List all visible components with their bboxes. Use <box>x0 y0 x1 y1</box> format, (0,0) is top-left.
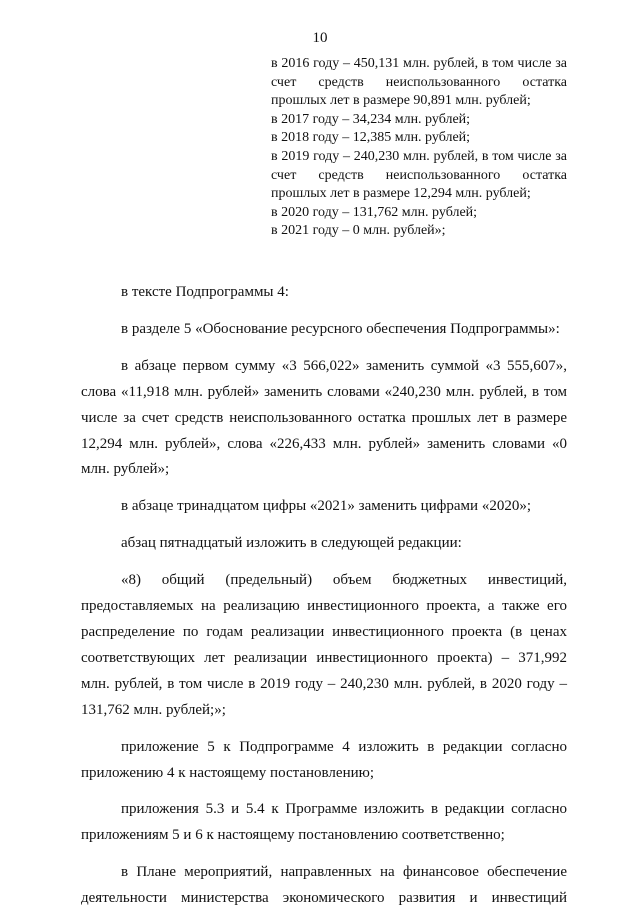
paragraph-action-plan: в Плане мероприятий, направленных на финансовое обеспечение деятельности министерства экономического развития и инвестиций <box>81 864 567 907</box>
page-number: 10 <box>312 30 328 46</box>
paragraph-subprogram-4: в тексте Подпрограммы 4: <box>121 284 289 300</box>
funding-item-2021: в 2021 году – 0 млн. рублей»; <box>271 223 446 239</box>
paragraph-fifteenth-abzac: абзац пятнадцатый изложить в следующей редакции: <box>121 535 462 552</box>
funding-item-2020: в 2020 году – 131,762 млн. рублей; <box>271 204 478 220</box>
funding-item-2018: в 2018 году – 12,385 млн. рублей; <box>271 130 471 146</box>
paragraph-appendix-5: приложение 5 к Подпрограмме 4 изложить в редакции согласно приложению 4 к настоящему постановлению; <box>81 738 567 781</box>
funding-item-2019: в 2019 году – 240,230 млн. рублей, в том числе за счет средств неиспользованного остатка прошлых лет в размере 12,294 млн. рублей; <box>271 148 567 202</box>
paragraph-appendices-5-3-5-4: приложения 5.3 и 5.4 к Программе изложить в редакции согласно приложениям 5 и 6 к настоящему постановлению соответственно; <box>81 801 567 844</box>
document-body <box>81 280 567 923</box>
paragraph-section-5: в разделе 5 «Обоснование ресурсного обеспечения Подпрограммы»: <box>121 320 560 337</box>
paragraph-investment-volume: «8) общий (предельный) объем бюджетных инвестиций, предоставляемых на реализацию инвестиционного проекта, а также его распределение по годам реализации инвестиционного проекта (в ценах соответствующих лет реализации инвестиционного проекта) – 371,992 млн. рублей, в том числе в 2019 году – 240,230 млн. рублей, в 2020 году – 131,762 млн. рублей;»; <box>81 572 567 718</box>
funding-by-year-list <box>271 55 567 241</box>
funding-item-2017: в 2017 году – 34,234 млн. рублей; <box>271 111 471 127</box>
funding-item-2016: в 2016 году – 450,131 млн. рублей, в том числе за счет средств неиспользованного остатка прошлых лет в размере 90,891 млн. рублей; <box>271 56 567 109</box>
paragraph-thirteenth-abzac: в абзаце тринадцатом цифры «2021» заменить цифрами «2020»; <box>121 498 531 515</box>
paragraph-first-abzac: в абзаце первом сумму «3 566,022» заменить суммой «3 555,607», слова «11,918 млн. рублей» заменить словами «240,230 млн. рублей, в том числе за счет средств неиспользованного остатка прошлых лет в размере 12,294 млн. рублей», слова «226,433 млн. рублей» заменить словами «0 млн. рублей»; <box>81 357 567 478</box>
